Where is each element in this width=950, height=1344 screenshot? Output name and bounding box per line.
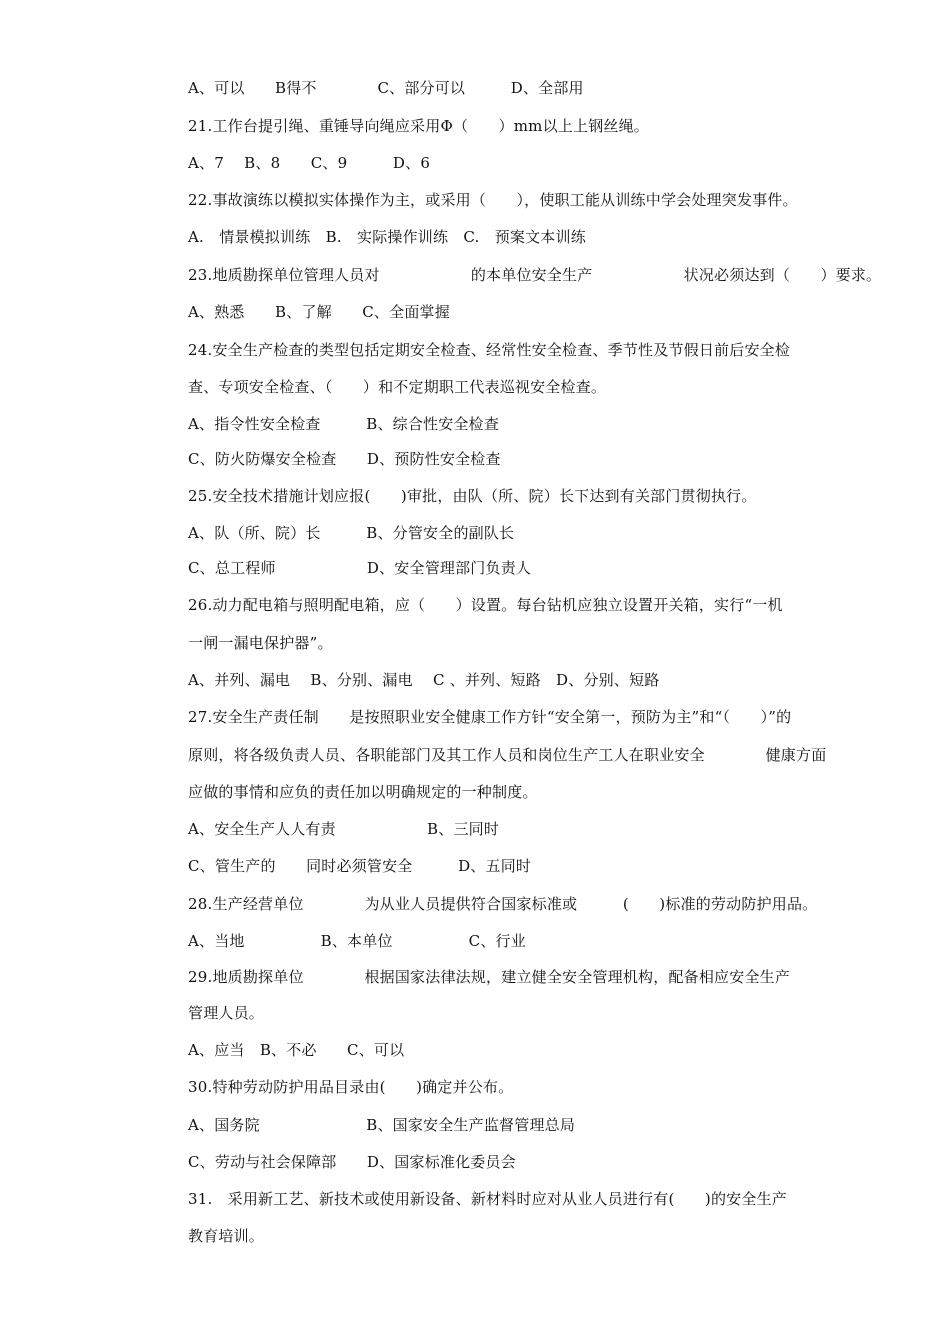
answer-options-q25-row-1: A、队（所、院）长 B、分管安全的副队长 xyxy=(188,524,515,542)
question-27-line-3: 应做的事情和应负的责任加以明确规定的一种制度。 xyxy=(188,783,538,801)
answer-options-q22: A. 情景模拟训练 B. 实际操作训练 C. 预案文本训练 xyxy=(188,228,586,246)
question-28: 28.生产经营单位 为从业人员提供符合国家标准或 ( )标准的劳动防护用品。 xyxy=(188,895,818,913)
answer-options-q23: A、熟悉 B、了解 C、全面掌握 xyxy=(188,303,450,321)
answer-options-q26: A、并列、漏电 B、分别、漏电 C 、并列、短路 D、分别、短路 xyxy=(188,671,660,689)
question-29-line-1: 29.地质勘探单位 根据国家法律法规，建立健全安全管理机构，配备相应安全生产 xyxy=(188,968,791,986)
answer-options-q25-row-2: C、总工程师 D、安全管理部门负责人 xyxy=(188,559,532,577)
answer-options-q29: A、应当 B、不必 C、可以 xyxy=(188,1041,405,1059)
question-24-line-1: 24.安全生产检查的类型包括定期安全检查、经常性安全检查、季节性及节假日前后安全检 xyxy=(188,341,791,359)
answer-options-q24-row-2: C、防火防爆安全检查 D、预防性安全检查 xyxy=(188,450,501,468)
question-27-line-1: 27.安全生产责任制 是按照职业安全健康工作方针“安全第一，预防为主”和“（ ）”的 xyxy=(188,708,792,726)
answer-options-q20: A、可以 B得不 C、部分可以 D、全部用 xyxy=(188,79,584,97)
answer-options-q21: A、7 B、8 C、9 D、6 xyxy=(188,154,431,172)
question-31-line-1: 31. 采用新工艺、新技术或使用新设备、新材料时应对从业人员进行有( )的安全生产 xyxy=(188,1190,787,1208)
question-30: 30.特种劳动防护用品目录由( )确定并公布。 xyxy=(188,1078,514,1096)
question-26-line-1: 26.动力配电箱与照明配电箱，应（ ）设置。每台钻机应独立设置开关箱，实行“一机 xyxy=(188,596,783,614)
question-27-line-2: 原则，将各级负责人员、各职能部门及其工作人员和岗位生产工人在职业安全 健康方面 xyxy=(188,746,827,764)
question-23: 23.地质勘探单位管理人员对 的本单位安全生产 状况必须达到（ ）要求。 xyxy=(188,266,882,284)
answer-options-q27-row-1: A、安全生产人人有责 B、三同时 xyxy=(188,820,500,838)
answer-options-q27-row-2: C、管生产的 同时必须管安全 D、五同时 xyxy=(188,857,532,875)
question-31-line-2: 教育培训。 xyxy=(188,1227,265,1245)
answer-options-q28: A、当地 B、本单位 C、行业 xyxy=(188,932,526,950)
answer-options-q24-row-1: A、指令性安全检查 B、综合性安全检查 xyxy=(188,415,500,433)
answer-options-q30-row-1: A、国务院 B、国家安全生产监督管理总局 xyxy=(188,1116,576,1134)
question-26-line-2: 一闸一漏电保护器”。 xyxy=(188,634,333,652)
question-25: 25.安全技术措施计划应报( )审批，由队（所、院）长下达到有关部门贯彻执行。 xyxy=(188,487,757,505)
question-29-line-2: 管理人员。 xyxy=(188,1004,265,1022)
question-22: 22.事故演练以模拟实体操作为主，或采用（ ），使职工能从训练中学会处理突发事件。 xyxy=(188,191,798,209)
answer-options-q30-row-2: C、劳动与社会保障部 D、国家标准化委员会 xyxy=(188,1153,516,1171)
question-24-line-2: 查、专项安全检查、（ ）和不定期职工代表巡视安全检查。 xyxy=(188,378,607,396)
question-21: 21.工作台提引绳、重锤导向绳应采用Φ（ ）mm以上上钢丝绳。 xyxy=(188,117,650,135)
